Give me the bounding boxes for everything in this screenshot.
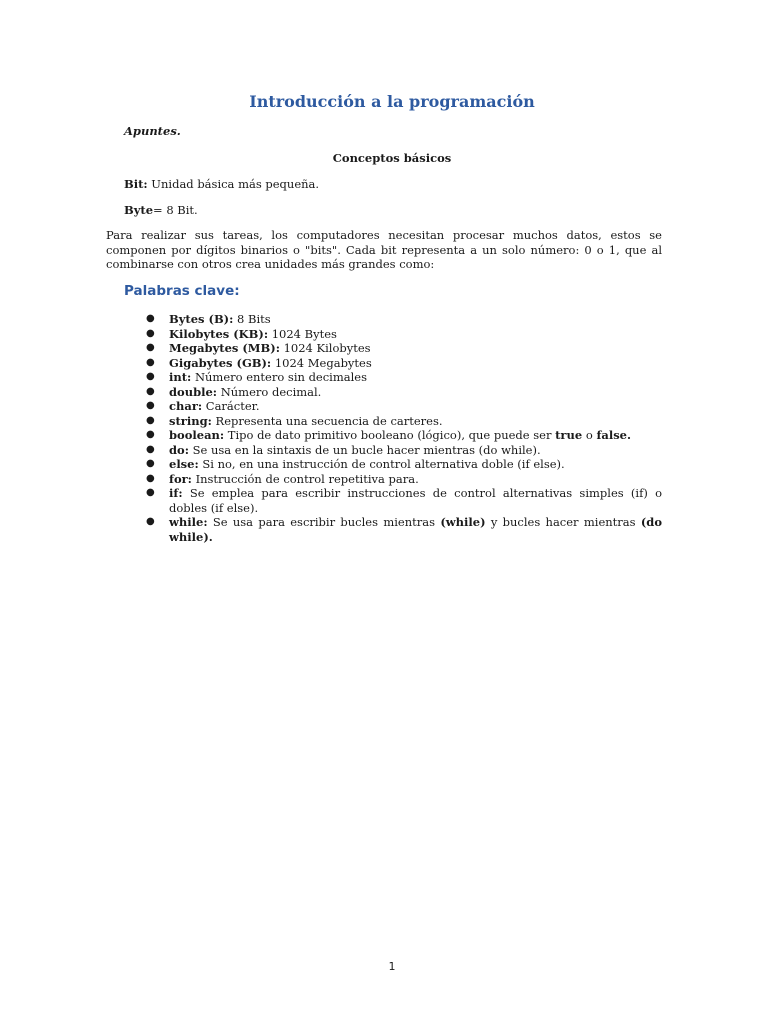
keyword-term: char: xyxy=(169,399,203,413)
definition-term: Byte xyxy=(124,203,154,217)
section-subtitle: Conceptos básicos xyxy=(332,151,452,165)
keyword-list-item xyxy=(146,515,662,544)
bullet-icon: ● xyxy=(146,356,155,368)
bullet-icon: ● xyxy=(146,313,155,324)
keyword-term: for: xyxy=(169,471,192,486)
bullet-icon: ● xyxy=(146,371,155,382)
keyword-list-item xyxy=(146,472,662,487)
bullet-icon: ● xyxy=(146,443,155,455)
keyword-description: 8 Bits xyxy=(233,312,271,326)
keyword-description: Número decimal. xyxy=(217,384,322,399)
bullet-icon: ● xyxy=(146,385,155,397)
keyword-description: y bucles hacer mientras xyxy=(485,515,641,529)
keyword-list-item xyxy=(146,370,662,385)
keyword-description: 1024 Kilobytes xyxy=(279,341,371,355)
keyword-description: Si no, en una instrucción de control alternativa doble (if else). xyxy=(198,457,565,471)
keyword-list-item xyxy=(146,399,662,414)
document-title: Introducción a la programación xyxy=(249,92,535,111)
bullet-icon: ● xyxy=(146,516,155,527)
keyword-description: o xyxy=(582,428,597,442)
keyword-description: Representa una secuencia de carteres. xyxy=(211,413,443,428)
keyword-description: Tipo de dato primitivo booleano (lógico), que puede ser xyxy=(224,428,556,442)
keyword-term: double: xyxy=(169,384,218,399)
keyword-description: 1024 Megabytes xyxy=(271,355,372,370)
definition-text: = 8 Bit. xyxy=(153,203,198,217)
bullet-icon: ● xyxy=(146,414,155,426)
keyword-term: do: xyxy=(169,442,189,457)
keyword-description: Número entero sin decimales xyxy=(191,370,367,384)
keyword-list-item xyxy=(146,486,662,515)
keywords-heading: Palabras clave: xyxy=(124,283,240,299)
keyword-description: Se emplea para escribir instrucciones de control alternativas simples (if) o dobles (if else). xyxy=(169,486,662,515)
keyword-term: Megabytes (MB): xyxy=(169,341,280,355)
bullet-icon: ● xyxy=(146,472,155,484)
keyword-description: Se usa para escribir bucles mientras xyxy=(207,515,441,529)
keyword-list-item xyxy=(146,341,662,356)
keyword-term: (do while). xyxy=(169,515,663,544)
keywords-list xyxy=(146,312,662,544)
keyword-list-item xyxy=(146,327,662,342)
keyword-term: true xyxy=(555,428,583,442)
definition-term: Bit: xyxy=(124,177,148,191)
keyword-term: if: xyxy=(169,486,183,500)
keyword-term: int: xyxy=(169,370,192,384)
apuntes-label: Apuntes. xyxy=(124,124,181,138)
intro-paragraph: Para realizar sus tareas, los computadores necesitan procesar muchos datos, estos se componen por dígitos binarios o "bits". Cada bit representa a un solo número: 0 o 1, que al combinarse con otros crea unidades más grandes como: xyxy=(106,228,662,271)
keyword-list-item xyxy=(146,414,662,429)
definition-text: Unidad básica más pequeña. xyxy=(147,177,320,191)
bullet-icon: ● xyxy=(146,487,155,498)
keyword-list-item xyxy=(146,356,662,371)
definition-byte xyxy=(124,203,198,217)
bullet-icon: ● xyxy=(146,458,155,469)
keyword-term: Gigabytes (GB): xyxy=(169,355,272,370)
keyword-list-item xyxy=(146,385,662,400)
keyword-term: while: xyxy=(169,515,208,529)
keyword-description: Carácter. xyxy=(202,399,260,413)
keyword-list-item xyxy=(146,428,662,443)
bullet-icon: ● xyxy=(146,327,155,339)
keyword-term: Bytes (B): xyxy=(169,312,234,326)
keyword-term: boolean: xyxy=(169,428,225,442)
bullet-icon: ● xyxy=(146,400,155,411)
page-number: 1 xyxy=(388,960,396,973)
keyword-list-item xyxy=(146,443,662,458)
bullet-icon: ● xyxy=(146,342,155,353)
keyword-term: else: xyxy=(169,457,199,471)
keyword-term: (while) xyxy=(440,515,486,529)
keyword-description: Instrucción de control repetitiva para. xyxy=(191,471,419,486)
keyword-term: string: xyxy=(169,413,212,428)
keyword-description: 1024 Bytes xyxy=(268,326,337,341)
keyword-term: Kilobytes (KB): xyxy=(169,326,269,341)
keyword-term: false. xyxy=(596,428,631,442)
keyword-description: Se usa en la sintaxis de un bucle hacer mientras (do while). xyxy=(188,442,541,457)
keyword-list-item xyxy=(146,312,662,327)
bullet-icon: ● xyxy=(146,429,155,440)
keyword-list-item xyxy=(146,457,662,472)
definition-bit xyxy=(124,177,319,191)
